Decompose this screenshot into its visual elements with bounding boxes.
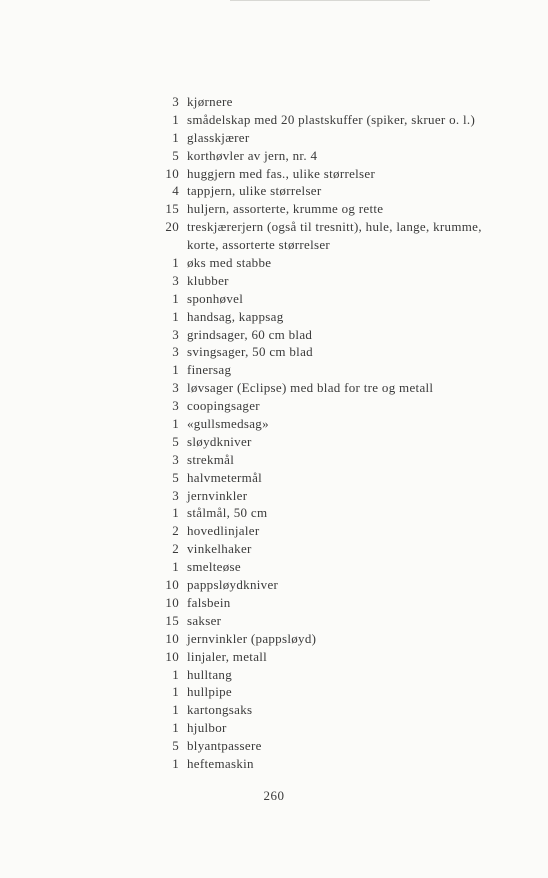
item-description: heftemaskin [187,755,254,771]
list-item [150,755,530,773]
item-description: blyantpassere [187,738,262,754]
list-item [150,558,530,576]
item-description: hullpipe [187,684,233,700]
list-item [150,469,530,487]
list-item [150,719,530,737]
item-description: sakser [187,612,222,628]
item-quantity: 5 [172,433,179,449]
list-item [150,379,530,397]
item-quantity: 1 [172,505,179,521]
item-quantity: 3 [172,272,179,288]
item-quantity: 2 [172,523,179,539]
item-quantity: 15 [165,612,179,628]
item-description: huggjern med fas., ulike størrelser [187,165,376,181]
item-description: halvmetermål [187,469,263,485]
list-item [150,737,530,755]
list-item [150,415,530,433]
list-item [150,630,530,648]
list-item [150,129,530,147]
item-quantity: 3 [172,380,179,396]
item-quantity: 3 [172,398,179,414]
item-quantity: 1 [172,559,179,575]
item-description: klubber [187,272,229,288]
item-description: linjaler, metall [187,648,268,664]
item-description: korthøvler av jern, nr. 4 [187,147,318,163]
list-item [150,254,530,272]
list-item [150,397,530,415]
item-description: jernvinkler (pappsløyd) [187,630,317,646]
item-description: «gullsmedsag» [187,416,269,432]
item-quantity: 1 [172,129,179,145]
list-item [150,594,530,612]
list-item [150,701,530,719]
list-item [150,290,530,308]
item-description: smådelskap med 20 plastskuffer (spiker, skruer o. l.) [187,111,476,127]
item-quantity: 1 [172,666,179,682]
item-quantity: 1 [172,416,179,432]
page-number: 260 [263,788,285,803]
item-quantity: 10 [165,648,179,664]
item-description: svingsager, 50 cm blad [187,344,313,360]
item-description: grindsager, 60 cm blad [187,326,313,342]
item-description: kartongsaks [187,702,253,718]
list-item [150,487,530,505]
item-description: pappsløydkniver [187,577,279,593]
item-quantity: 1 [172,755,179,771]
item-quantity: 1 [172,684,179,700]
item-quantity: 1 [172,255,179,271]
list-item [150,343,530,361]
page-top-edge [230,0,430,1]
item-description: falsbein [187,594,231,610]
item-quantity: 1 [172,111,179,127]
item-description: løvsager (Eclipse) med blad for tre og metall [187,380,434,396]
list-item [150,236,530,254]
equipment-list [150,93,530,773]
list-item [150,272,530,290]
item-description: strekmål [187,451,235,467]
item-quantity: 1 [172,702,179,718]
item-quantity: 10 [165,577,179,593]
item-description: øks med stabbe [187,255,272,271]
item-quantity: 2 [172,541,179,557]
item-description: hulltang [187,666,233,682]
item-description: hovedlinjaler [187,523,260,539]
item-quantity: 3 [172,326,179,342]
list-item [150,326,530,344]
item-description: huljern, assorterte, krumme og rette [187,201,384,217]
list-item [150,200,530,218]
item-quantity: 20 [165,219,179,235]
item-description: coopingsager [187,398,260,414]
item-quantity: 1 [172,290,179,306]
list-item [150,182,530,200]
item-quantity: 10 [165,165,179,181]
item-description: korte, assorterte størrelser [187,237,331,253]
list-item [150,451,530,469]
item-quantity: 4 [172,183,179,199]
list-item [150,308,530,326]
list-item [150,218,530,236]
item-description: finersag [187,362,232,378]
list-item [150,433,530,451]
list-item [150,576,530,594]
list-item [150,147,530,165]
item-quantity: 10 [165,594,179,610]
item-quantity: 1 [172,308,179,324]
item-description: jernvinkler [187,487,248,503]
list-item [150,111,530,129]
list-item [150,612,530,630]
item-quantity: 3 [172,451,179,467]
item-description: stålmål, 50 cm [187,505,268,521]
item-quantity: 1 [172,720,179,736]
item-quantity: 1 [172,362,179,378]
item-quantity: 10 [165,630,179,646]
item-description: sløydkniver [187,433,252,449]
item-description: hjulbor [187,720,227,736]
item-quantity: 5 [172,469,179,485]
item-quantity: 5 [172,738,179,754]
list-item [150,165,530,183]
list-item [150,540,530,558]
item-description: glasskjærer [187,129,250,145]
item-description: vinkelhaker [187,541,252,557]
item-description: smelteøse [187,559,241,575]
item-description: handsag, kappsag [187,308,284,324]
item-quantity: 5 [172,147,179,163]
item-quantity: 3 [172,94,179,109]
item-quantity: 3 [172,487,179,503]
item-description: kjørnere [187,94,233,109]
item-quantity: 15 [165,201,179,217]
list-item [150,666,530,684]
list-item [150,504,530,522]
list-item [150,93,530,111]
item-description: treskjærerjern (også til tresnitt), hule, lange, krumme, [187,219,482,235]
list-item [150,683,530,701]
item-description: tappjern, ulike størrelser [187,183,322,199]
list-item [150,522,530,540]
item-quantity: 3 [172,344,179,360]
list-item [150,648,530,666]
item-description: sponhøvel [187,290,244,306]
list-item [150,361,530,379]
